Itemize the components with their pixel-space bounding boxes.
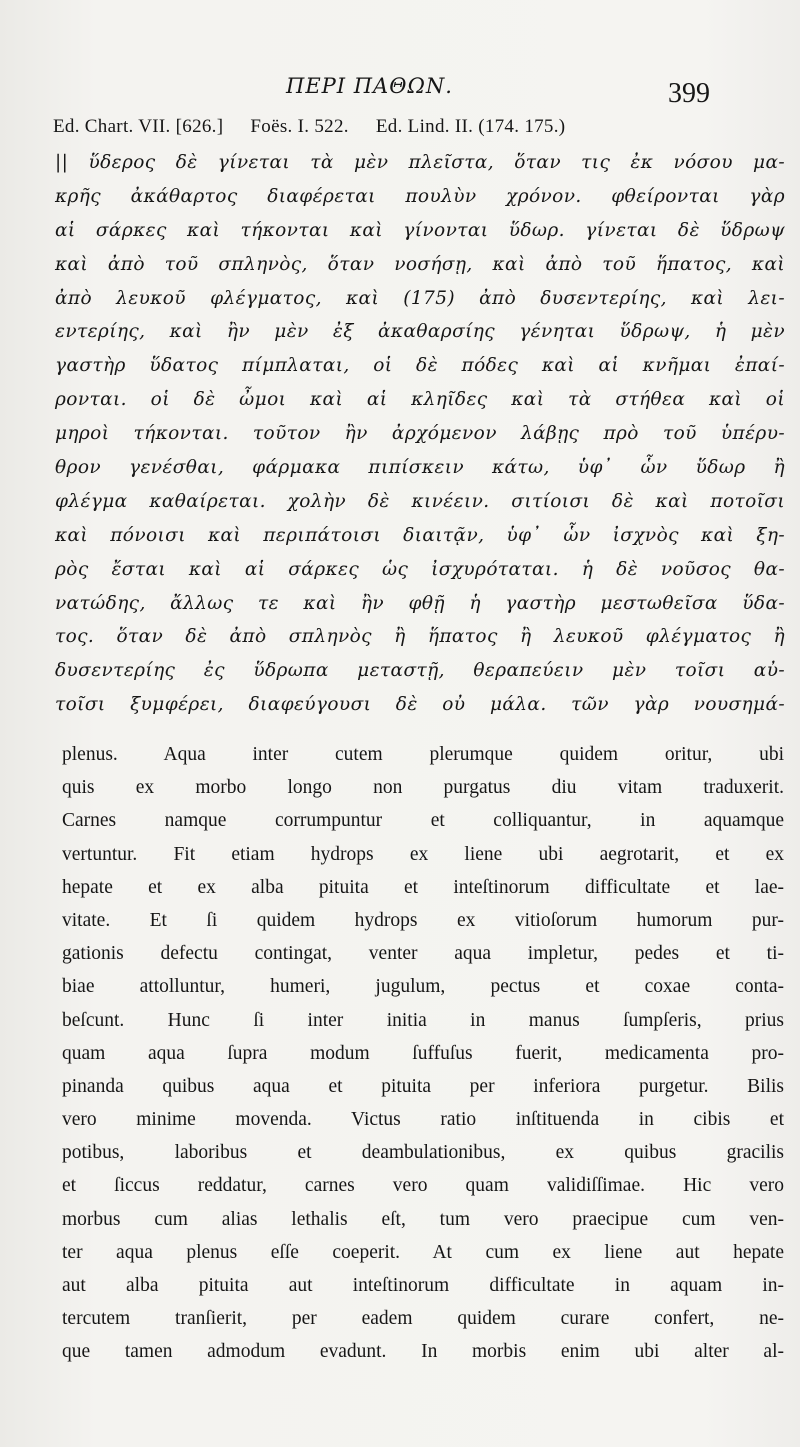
latin-line: ter aqua plenus eſſe coeperit. At cum ex liene aut hepate [62, 1241, 784, 1263]
running-head: ΠΕΡΙ ΠΑΘΩΝ. [286, 74, 453, 98]
latin-line: pinanda quibus aqua et pituita per inferiora purgetur. Bilis [62, 1075, 784, 1097]
edition-linden-ref: Ed. Lind. II. (174. 175.) [375, 116, 566, 137]
latin-line: quam aqua ſupra modum ſuffuſus fuerit, medicamenta pro- [62, 1042, 784, 1064]
greek-line: δυσεντερίης ἐς ὕδρωπα μεταστῇ, θεραπεύειν μὲν τοῖσι αὐ- [55, 660, 785, 682]
greek-line: καὶ ἀπὸ τοῦ σπληνὸς, ὅταν νοσήσῃ, καὶ ἀπὸ τοῦ ἥπατος, καὶ [55, 253, 785, 275]
latin-line: plenus. Aqua inter cutem plerumque quidem oritur, ubi [62, 744, 784, 765]
greek-line: ἀπὸ λευκοῦ φλέγματος, καὶ (175) ἀπὸ δυσεντερίης, καὶ λει- [55, 287, 785, 309]
greek-line: ρονται. οἱ δὲ ὦμοι καὶ αἱ κληῖδες καὶ τὰ στήθεα καὶ οἱ [55, 389, 785, 411]
greek-line: καὶ πόνοισι καὶ περιπάτοισι διαιτᾷν, ὑφ᾽ ὧν ἰσχνὸς καὶ ξη- [55, 524, 785, 546]
greek-line: φλέγμα καθαίρεται. χολὴν δὲ κινέειν. σιτίοισι δὲ καὶ ποτοῖσι [55, 490, 785, 512]
latin-text-block [62, 738, 784, 1369]
greek-line: γαστὴρ ὕδατος πίμπλαται, οἱ δὲ πόδες καὶ αἱ κνῆμαι ἐπαί- [55, 355, 785, 377]
greek-line: ρὸς ἔσται καὶ αἱ σάρκες ὡς ἰσχυρόταται. ἡ δὲ νοῦσος θα- [55, 558, 785, 580]
latin-line: biae attolluntur, humeri, jugulum, pectus et coxae conta- [62, 976, 784, 998]
greek-line: τοῖσι ξυμφέρει, διαφεύγουσι δὲ οὐ μάλα. τῶν γὰρ νουσημά- [55, 694, 785, 716]
latin-line: morbus cum alias lethalis eſt, tum vero praecipue cum ven- [62, 1208, 784, 1230]
latin-line: Carnes namque corrumpuntur et colliquantur, in aquamque [62, 810, 784, 832]
greek-line: μηροὶ τήκονται. τοῦτον ἢν ἀρχόμενον λάβῃς πρὸ τοῦ ὑπέρυ- [55, 423, 785, 445]
greek-line: νατώδης, ἄλλως τε καὶ ἢν φθῇ ἡ γαστὴρ μεστωθεῖσα ὕδα- [55, 592, 785, 614]
edition-reference-line [53, 116, 783, 138]
latin-line: et ſiccus reddatur, carnes vero quam validiſſimae. Hic vero [62, 1175, 784, 1197]
latin-line: potibus, laboribus et deambulationibus, ex quibus gracilis [62, 1142, 784, 1164]
latin-line: que tamen admodum evadunt. In morbis enim ubi alter al- [62, 1341, 784, 1363]
greek-line: εντερίης, καὶ ἢν μὲν ἐξ ἀκαθαρσίης γένηται ὕδρωψ, ἡ μὲν [55, 321, 785, 343]
latin-line: aut alba pituita aut inteſtinorum difficultate in aquam in- [62, 1275, 784, 1296]
latin-line: vero minime movenda. Victus ratio inſtituenda in cibis et [62, 1109, 784, 1131]
latin-line: quis ex morbo longo non purgatus diu vitam traduxerit. [62, 777, 784, 799]
page-header [0, 72, 800, 108]
latin-line: tercutem tranſierit, per eadem quidem curare confert, ne- [62, 1308, 784, 1330]
edition-foes-ref: Foës. I. 522. [250, 116, 349, 137]
page-number: 399 [668, 78, 710, 109]
greek-line: θρον γενέσθαι, φάρμακα πιπίσκειν κάτω, ὑφ᾽ ὧν ὕδωρ ἢ [55, 457, 785, 479]
greek-line: αἱ σάρκες καὶ τήκονται καὶ γίνονται ὕδωρ. γίνεται δὲ ὕδρωψ [55, 219, 785, 241]
greek-line: τος. ὅταν δὲ ἀπὸ σπληνὸς ἢ ἥπατος ἢ λευκοῦ φλέγματος ἢ [55, 626, 785, 648]
greek-line: κρῆς ἀκάθαρτος διαφέρεται πουλὺν χρόνον. φθείρονται γὰρ [55, 185, 785, 207]
latin-line: vitate. Et ſi quidem hydrops ex vitioſorum humorum pur- [62, 909, 784, 931]
latin-line: hepate et ex alba pituita et inteſtinorum difficultate et lae- [62, 876, 784, 898]
latin-line: gationis defectu contingat, venter aqua impletur, pedes et ti- [62, 943, 784, 965]
edition-chartier-ref: Ed. Chart. VII. [626.] [53, 116, 224, 137]
greek-line: || ὕδερος δὲ γίνεται τὰ μὲν πλεῖστα, ὅταν τις ἐκ νόσου μα- [55, 152, 785, 173]
latin-line: vertuntur. Fit etiam hydrops ex liene ubi aegrotarit, et ex [62, 843, 784, 865]
greek-text-block [55, 146, 785, 722]
latin-line: beſcunt. Hunc ſi inter initia in manus ſumpſeris, prius [62, 1009, 784, 1031]
